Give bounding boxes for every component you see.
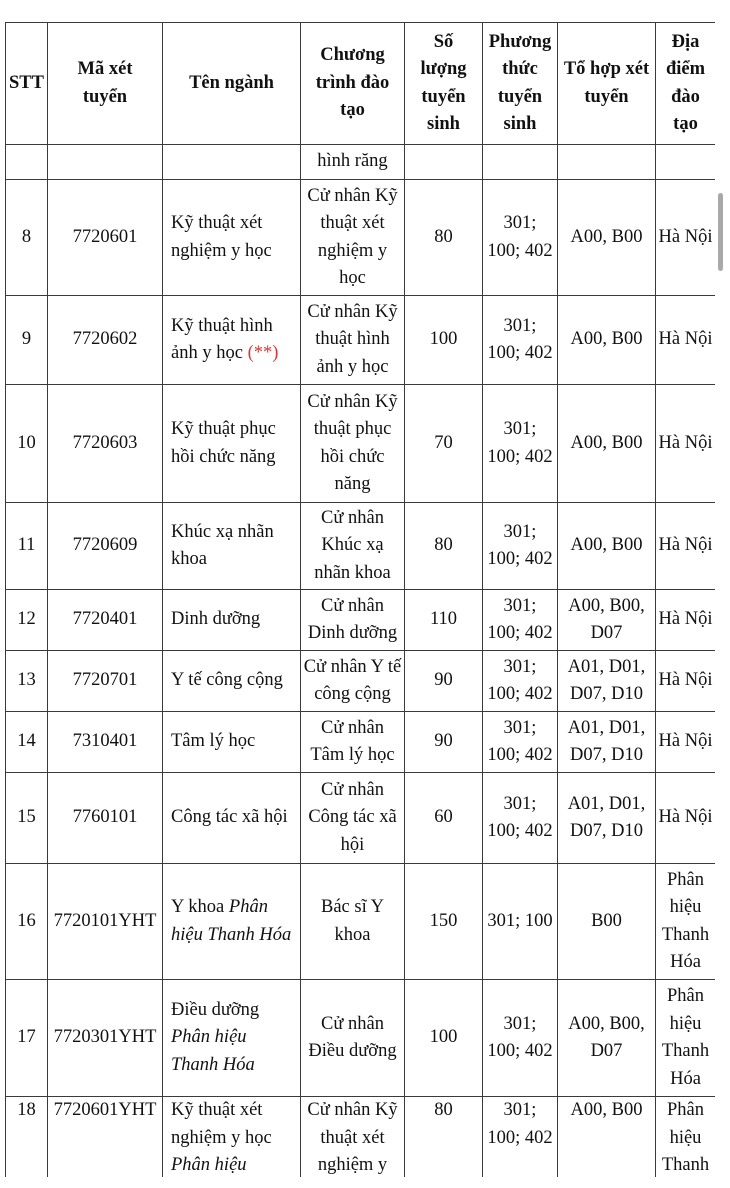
major-cell [163,385,301,503]
header-location: Địa điểm đào tạo [656,23,716,145]
table-row [6,651,716,712]
continuation-row [6,145,716,180]
table-row [6,180,716,296]
admissions-table-container [5,22,715,1177]
table-row [6,385,716,503]
location-cell: Phân hiệu Thanh Hóa [656,864,716,980]
major-name: Y khoa [171,897,225,917]
method-cell: 301; 100; 402 [483,1097,558,1178]
table-row [6,773,716,864]
program-cell: Cử nhân Kỹ thuật phục hồi chức năng [301,385,405,503]
location-cell: Phân hiệu Thanh [656,1097,716,1178]
stt-cell: 17 [6,980,48,1097]
major-cell [163,773,301,864]
method-cell: 301; 100; 402 [483,773,558,864]
major-name: Kỹ thuật xét nghiệm y học [171,1100,272,1148]
code-cell: 7720609 [48,503,163,590]
table-row [6,712,716,773]
combination-cell: B00 [558,864,656,980]
program-cell: Cử nhân Kỹ thuật xét nghiệm y học [301,180,405,296]
header-method: Phương thức tuyển sinh [483,23,558,145]
quota-cell: 80 [405,503,483,590]
major-branch: Phân hiệu [171,1155,247,1175]
location-cell: Hà Nội [656,651,716,712]
code-cell: 7760101 [48,773,163,864]
header-code: Mã xét tuyển [48,23,163,145]
location-cell: Hà Nội [656,590,716,651]
major-name: Tâm lý học [171,731,256,752]
code-cell: 7720601YHT [48,1097,163,1178]
table-row [6,1097,716,1178]
header-quota: Số lượng tuyển sinh [405,23,483,145]
location-cell: Phân hiệu Thanh Hóa [656,980,716,1097]
major-name: Kỹ thuật xét nghiệm y học [171,213,272,261]
major-name: Kỹ thuật phục hồi chức năng [171,419,276,467]
stt-cell: 14 [6,712,48,773]
table-row [6,503,716,590]
major-branch: Phân hiệu Thanh Hóa [171,1027,255,1075]
code-cell: 7720401 [48,590,163,651]
method-cell: 301; 100; 402 [483,590,558,651]
header-major: Tên ngành [163,23,301,145]
stt-cell: 15 [6,773,48,864]
combination-cell: A00, B00 [558,180,656,296]
program-cell: Cử nhân Y tế công cộng [301,651,405,712]
header-combination: Tổ hợp xét tuyển [558,23,656,145]
code-cell: 7720601 [48,180,163,296]
program-cell: hình răng [301,145,405,180]
major-name: Dinh dưỡng [171,609,261,630]
major-cell [163,503,301,590]
program-cell: Cử nhân Khúc xạ nhãn khoa [301,503,405,590]
location-cell: Hà Nội [656,773,716,864]
stt-cell: 12 [6,590,48,651]
stt-cell: 8 [6,180,48,296]
stt-cell: 9 [6,296,48,385]
quota-cell: 60 [405,773,483,864]
quota-cell: 80 [405,180,483,296]
quota-cell: 90 [405,651,483,712]
code-cell: 7310401 [48,712,163,773]
major-cell [163,180,301,296]
quota-cell: 100 [405,980,483,1097]
combination-cell: A00, B00 [558,296,656,385]
combination-cell: A00, B00 [558,503,656,590]
combination-cell: A01, D01, D07, D10 [558,712,656,773]
code-cell: 7720301YHT [48,980,163,1097]
header-row [6,23,716,145]
stt-cell: 18 [6,1097,48,1178]
major-cell [163,296,301,385]
method-cell: 301; 100 [483,864,558,980]
major-cell [163,864,301,980]
stt-cell: 11 [6,503,48,590]
stt-cell: 13 [6,651,48,712]
stt-cell: 10 [6,385,48,503]
method-cell: 301; 100; 402 [483,296,558,385]
vertical-scrollbar[interactable] [718,193,723,271]
code-cell: 7720602 [48,296,163,385]
header-program: Chương trình đào tạo [301,23,405,145]
location-cell: Hà Nội [656,180,716,296]
method-cell: 301; 100; 402 [483,980,558,1097]
method-cell: 301; 100; 402 [483,651,558,712]
major-cell [163,651,301,712]
major-cell [163,712,301,773]
code-cell: 7720701 [48,651,163,712]
major-name: Kỹ thuật hình ảnh y học [171,315,273,363]
quota-cell: 100 [405,296,483,385]
combination-cell: A00, B00, D07 [558,980,656,1097]
quota-cell: 70 [405,385,483,503]
location-cell: Hà Nội [656,503,716,590]
header-stt: STT [6,23,48,145]
location-cell: Hà Nội [656,296,716,385]
table-row [6,296,716,385]
program-cell: Bác sĩ Y khoa [301,864,405,980]
major-branch: Phân hiệu Thanh Hóa [171,897,292,945]
quota-cell: 150 [405,864,483,980]
method-cell: 301; 100; 402 [483,712,558,773]
program-cell: Cử nhân Kỹ thuật xét nghiệm y [301,1097,405,1178]
program-cell: Cử nhân Tâm lý học [301,712,405,773]
major-name: Công tác xã hội [171,807,288,828]
program-cell: Cử nhân Công tác xã hội [301,773,405,864]
major-name: Điều dưỡng [171,999,260,1020]
program-cell: Cử nhân Dinh dưỡng [301,590,405,651]
table-row [6,980,716,1097]
quota-cell: 90 [405,712,483,773]
major-name: Y tế công cộng [171,670,283,691]
program-cell: Cử nhân Điều dưỡng [301,980,405,1097]
code-cell: 7720603 [48,385,163,503]
combination-cell: A01, D01, D07, D10 [558,651,656,712]
admissions-table [5,22,715,1177]
major-cell [163,1097,301,1178]
combination-cell: A00, B00 [558,1097,656,1178]
combination-cell: A00, B00, D07 [558,590,656,651]
quota-cell: 80 [405,1097,483,1178]
combination-cell: A00, B00 [558,385,656,503]
major-name: Khúc xạ nhãn khoa [171,521,274,569]
location-cell: Hà Nội [656,712,716,773]
method-cell: 301; 100; 402 [483,180,558,296]
major-note: (**) [242,343,279,363]
method-cell: 301; 100; 402 [483,503,558,590]
table-row [6,864,716,980]
major-cell [163,590,301,651]
quota-cell: 110 [405,590,483,651]
code-cell: 7720101YHT [48,864,163,980]
major-cell [163,980,301,1097]
table-row [6,590,716,651]
location-cell: Hà Nội [656,385,716,503]
stt-cell: 16 [6,864,48,980]
program-cell: Cử nhân Kỹ thuật hình ảnh y học [301,296,405,385]
method-cell: 301; 100; 402 [483,385,558,503]
combination-cell: A01, D01, D07, D10 [558,773,656,864]
